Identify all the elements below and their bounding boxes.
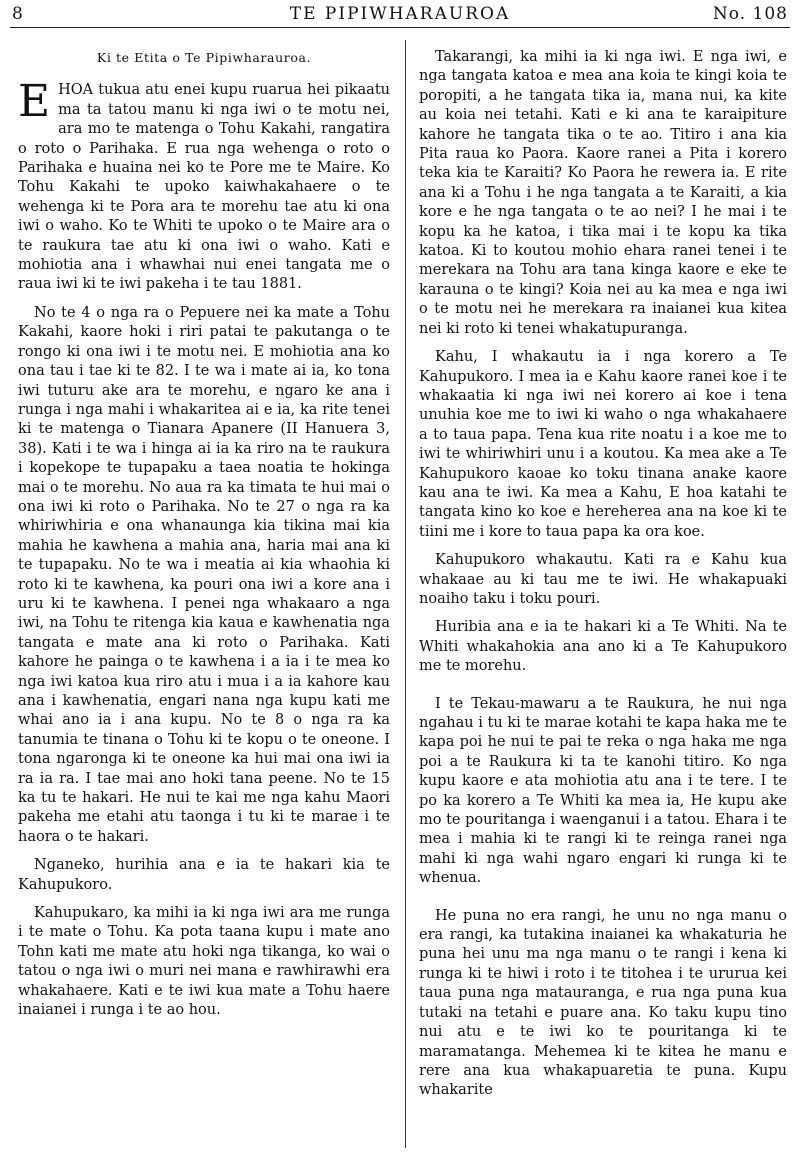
left-column [18, 48, 390, 1148]
column-divider [405, 40, 406, 1148]
paragraph: He puna no era rangi, he unu no nga manu o era rangi, ka tutakina inaianei ka whakaturia he puna hei unu ma nga manu o te rangi i kena ki runga ki te hiwi i roto i te titohea i te ururua kei taua puna nga matauranga, e rua nga puna kua tutaki na tetahi e puare ana. Ko taku kupu tino nui atu e te iwi ko te pouritanga ki te maramatanga. Mehemea ki te kitea he manu e rere ana kua whakapuaretia te puna. Kupu whakarite [419, 907, 787, 1099]
paragraph: Kahupukoro whakautu. Kati ra e Kahu kua whakaae au ki tau me te iwi. He whakapuaki noaiho taku i toku pouri. [419, 552, 787, 607]
page-header [12, 4, 788, 28]
paragraph: Kahupukaro, ka mihi ia ki nga iwi ara me runga i te mate o Tohu. Ka pota taana kupu i mate ano Tohn kati me mate atu hoki nga tikanga, ko wai o tatou o nga iwi o muri nei mana e rawhirawhi era whakahaere. Kati e te iwi kua mate a Tohu haere inaianei i runga i te ao hou. [18, 905, 390, 1019]
paragraph: I te Tekau-mawaru a te Raukura, he nui nga ngahau i tu ki te marae kotahi te kapa haka me te kapa poi he nui te pai te reka o nga haka me nga poi a te Raukura ki ta te kanohi titiro. Ko nga kupu kaore e ata mohiotia atu ana i te tere. I te po ka korero a Te Whiti ka mea ia, He kupu ake mo te pouritanga i waenganui i a tatou. Ehara i te mea i mahia ki te rangi ki te reinga ranei nga mahi ki nga wahi ngaro engari ki runga ki te whenua. [419, 695, 787, 887]
paragraph: Nganeko, hurihia ana e ia te hakari kia te Kahupukoro. [18, 857, 390, 893]
paragraph-text: HOA tukua atu enei kupu ruarua hei pikaatu ma ta tatou manu ki nga iwi o te motu nei, ara mo te matenga o Tohu Kakahi, rangatira o roto o Parihaka. E rua nga wehenga o roto o Parihaka e huaina nei ko te Pore me te Maire. Ko Tohu Kakahi te upoko kaiwhakahaere o te wehenga ki te Pora ara te morehu tae atu ki ona iwi o waho. Ko te Whiti te upoko o te Maire ara o te raukura tae atu ki ona iwi o waho. Kati e mohiotia ana i whawhai nui enei tangata me o raua iwi ki te iwi pakeha i te tau 1881. [18, 82, 390, 293]
header-divider [10, 27, 790, 28]
issue-number: No. 108 [712, 4, 788, 24]
newspaper-title: TE PIPIWHARAUROA [289, 4, 511, 24]
drop-cap: E [18, 76, 51, 128]
paragraph: Kahu, I whakautu ia i nga korero a Te Kahupukoro. I mea ia e Kahu kaore ranei koe i te whakaatia ki nga iwi nei korero ai koe i tena unuhia koe me to iwi ki waho o nga whakahaere a to taua papa. Tena kua rite noatu i a koe me to iwi te whiriwhiri unu i a koutou. Ka mea ake a Te Kahupukoro kaoae ko toku tinana anake kaore kau ana te iwi. Ka mea a Kahu, E hoa katahi te tangata kino ko koe e hereherea ana na koe ki te tiini me i kore to taua papa ka ora koe. [419, 349, 787, 540]
paragraph [18, 76, 390, 294]
article-heading: Ki te Etita o Te Pipiwharauroa. [96, 50, 312, 65]
paragraph: No te 4 o nga ra o Pepuere nei ka mate a Tohu Kakahi, kaore hoki i riri patai te pakutanga o te rongo ki ona iwi i te motu nei. E mohiotia ana ko ona tau i tae ki te 82. I te wa i mate ai ia, ko tona iwi tuturu ake ara te morehu, e ngaro ke ana i runga i nga mahi i whakaritea ai e ia, ka rite tenei ki te matenga o Tianara Apanere (II Hanuera 3, 38). Kati i te wa i hinga ai ia ka riro na te raukura i kopekope te tupapaku a taea noatia te hokinga mai o te morehu. No aua ra ka timata te hui mai o ona iwi ki roto o Parihaka. No te 27 o nga ra ka whiriwhiria e ona whanaunga kia tikina mai kia mahia he kawhena a mahia ana, haria mai ana ki te tupapaku. No te wa i meatia ai kia whaohia ki roto ki te kawhena, ka pouri ona iwi a kore ana i uru ki te kawhena. I penei nga whakaaro a nga iwi, na Tohu te ritenga kia kaua e kawhenatia nga tangata e mate ana ki roto o Parihaka. Kati kahore he painga o te kawhena i a ia i te mea ko nga iwi katoa kua riro atu i mua i a ia kahore kau ana i kawhenatia, engari nana nga kupu kati me whai ano ia i ana kupu. No te 8 o nga ra ka tanumia te tinana o Tohu ki te kopu o te oneone. I tona ngaronga ki te oneone ka hui mai ona iwi ia ra ia ra. I tae mai ano hoki tana peene. No te 15 ka tu te hakari. He nui te kai me nga kahu Maori pakeha me etahi atu taonga i tu ki te marae i te haora o te hakari. [18, 304, 390, 845]
page-number: 8 [12, 4, 24, 24]
right-column [419, 48, 787, 1148]
paragraph: Huribia ana e ia te hakari ki a Te Whiti. Na te Whiti whakahokia ana ano ki a Te Kahupukoro me te morehu. [419, 619, 787, 675]
paragraph: Takarangi, ka mihi ia ki nga iwi. E nga iwi, e nga tangata katoa e mea ana koia te kingi koia te poropiti, a he tangata tika ia, mana nui, ka kite au koia nei tetahi. Kati e ki ana te karaipiture kahore he tangata tika o te ao. Titiro i ana kia Pita raua ko Paora. Kaore ranei a Pita i korero teka kia te Karaiti? Ko Paora he rewera ia. E rite ana ki a Tohu i he nga tangata a te Karaiti, a kia kore e he nga tangata o te ao nei? I he mai i te kopu ka he katoa, i tika mai i te kopu ka tika katoa. Ki to koutou mohio ehara ranei tenei i te merekara na Tohu ara tana kinga kaore e eke te karauna o te kingi? Koia nei au ka mea e nga iwi o te motu nei he merekara ra inaianei kua kitea nei ki roto ki tenei whakatupuranga. [419, 49, 787, 337]
